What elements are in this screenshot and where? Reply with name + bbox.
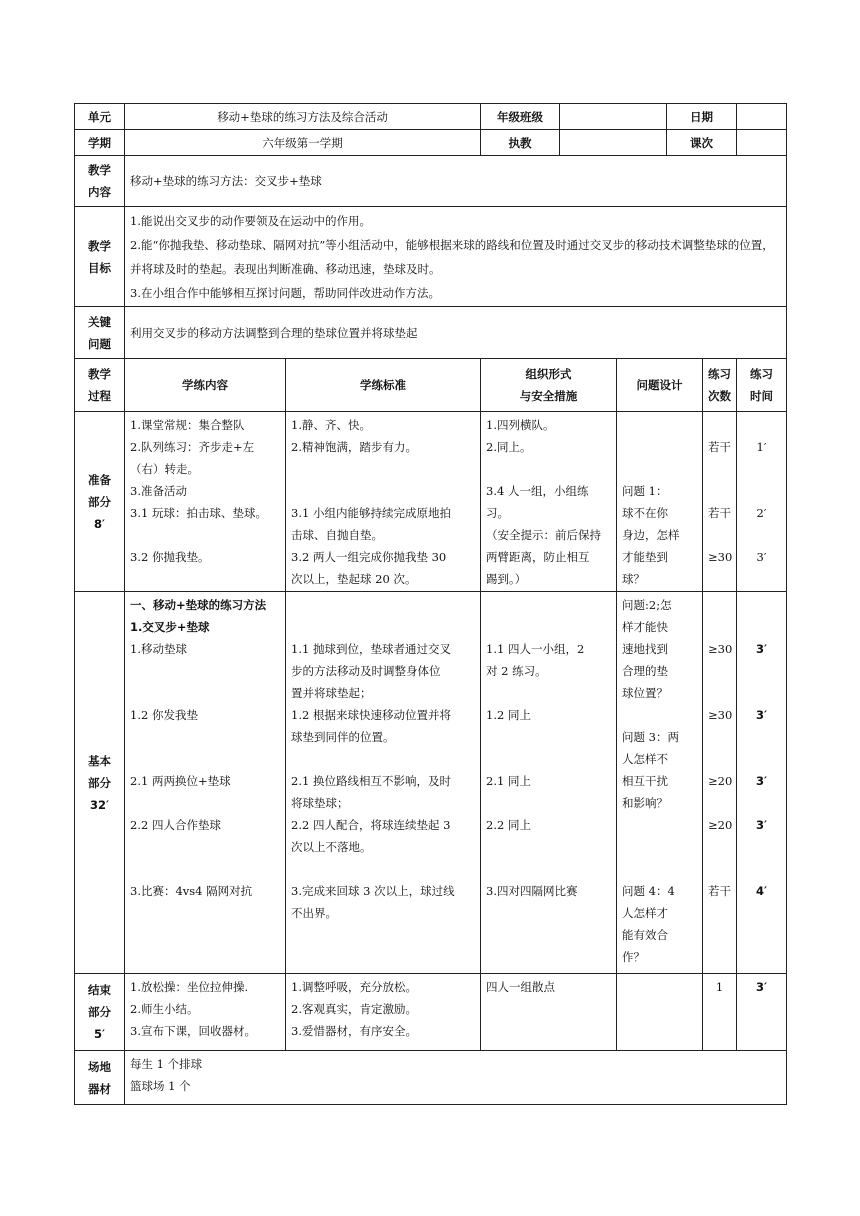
prep-org	[481, 412, 617, 592]
cell-line: 2.2 同上	[486, 818, 531, 832]
cell-line: 一、移动+垫球的练习方法	[130, 598, 267, 612]
cell-line: 若干	[708, 506, 732, 520]
end-content	[125, 974, 286, 1051]
cell-line: 3.爱惜器材，有序安全。	[291, 1024, 417, 1038]
cell-line	[622, 836, 697, 858]
prep-time	[737, 412, 787, 592]
cell-line	[742, 524, 781, 546]
cell-line: 将球垫球；	[291, 796, 349, 810]
cell-line: ≥20	[708, 774, 733, 788]
cell-line	[742, 660, 781, 682]
cell-line	[130, 858, 280, 880]
content-label: 教学内容	[75, 156, 125, 207]
row-equipment	[75, 1051, 787, 1105]
cell-line	[130, 792, 280, 814]
cell-line: 1.课堂常规：集合整队	[130, 418, 245, 432]
cell-line	[708, 858, 731, 880]
cell-line	[622, 458, 697, 480]
cell-line	[708, 792, 731, 814]
date-value[interactable]	[737, 104, 787, 130]
cell-line: 每生 1 个排球	[130, 1057, 203, 1071]
cell-line: 问题 1：	[622, 484, 668, 498]
cell-line: 置并将球垫起；	[291, 686, 372, 700]
cell-line: 人怎样不	[622, 752, 669, 766]
cell-line	[130, 748, 280, 770]
unit-label: 单元	[75, 104, 125, 130]
cell-line: 样才能快	[622, 620, 669, 634]
cell-line: 1.调整呼吸，充分放松。	[291, 980, 417, 994]
cell-line: 问题:2;怎	[622, 598, 672, 612]
cell-line	[622, 436, 697, 458]
lesson-value[interactable]	[737, 130, 787, 156]
process-label: 教学过程	[75, 359, 125, 412]
key-label: 关键问题	[75, 307, 125, 359]
goal-item: 3.在小组合作中能够相互探讨问题，帮助同伴改进动作方法。	[130, 285, 440, 300]
cell-line: 合理的垫	[622, 664, 669, 678]
cell-line: 1.交叉步+垫球	[130, 620, 210, 634]
grade-label: 年级班级	[481, 104, 560, 130]
cell-line: 若干	[708, 440, 732, 454]
cell-line: 2.1 同上	[486, 774, 531, 788]
cell-line: 3′	[755, 708, 768, 722]
cell-line: 3′	[756, 550, 767, 564]
cell-line	[486, 726, 611, 748]
cell-line: 2.1 换位路线相互不影响，及时	[291, 774, 451, 788]
col-time-header: 练习 时间	[737, 359, 787, 412]
equipment-list	[125, 1051, 787, 1105]
cell-line: 3.1 玩球：拍击球、垫球。	[130, 506, 267, 520]
prep-question	[617, 412, 703, 592]
cell-line: 3′	[755, 818, 768, 832]
basic-content	[125, 592, 286, 974]
cell-line	[708, 836, 731, 858]
cell-line: 步的方法移动及时调整身体位	[291, 664, 441, 678]
cell-line: 3.1 小组内能够持续完成原地拍	[291, 506, 451, 520]
cell-line	[130, 726, 280, 748]
cell-line: （安全提示：前后保持	[486, 528, 602, 542]
cell-line: 球？	[622, 572, 646, 586]
col-content-header: 学练内容	[125, 359, 286, 412]
cell-line	[708, 414, 731, 436]
cell-line: 身边，怎样	[622, 528, 680, 542]
cell-line: 3.2 你抛我垫。	[130, 550, 210, 564]
cell-line: 和影响？	[622, 796, 669, 810]
cell-line	[291, 748, 475, 770]
cell-line	[708, 660, 731, 682]
cell-line	[291, 858, 475, 880]
cell-line: 对 2 练习。	[486, 664, 547, 678]
cell-line: 球位置？	[622, 686, 669, 700]
row-key-question	[75, 307, 787, 359]
row-unit	[75, 104, 787, 130]
end-standard	[286, 974, 481, 1051]
cell-line: 1.1 抛球到位，垫球者通过交叉	[291, 642, 451, 656]
cell-line	[742, 480, 781, 502]
cell-line	[486, 616, 611, 638]
row-term	[75, 130, 787, 156]
cell-line: 3.四对四隔网比赛	[486, 884, 578, 898]
equipment-label: 场地器材	[75, 1051, 125, 1105]
cell-line: 问题 4：4	[622, 884, 675, 898]
cell-line	[708, 726, 731, 748]
cell-line	[708, 480, 731, 502]
end-label: 结束 部分 5′	[75, 974, 125, 1051]
cell-line: 人怎样才	[622, 906, 669, 920]
cell-line	[622, 414, 697, 436]
cell-line: 3.完成来回球 3 次以上，球过线	[291, 884, 455, 898]
cell-line: 1.移动垫球	[130, 642, 187, 656]
cell-line: 速地找到	[622, 642, 669, 656]
cell-line: 1.静、齐、快。	[291, 418, 371, 432]
cell-line	[708, 616, 731, 638]
col-org-header: 组织形式 与安全措施	[481, 359, 617, 412]
cell-line	[130, 660, 280, 682]
basic-org	[481, 592, 617, 974]
cell-line: 能有效合	[622, 928, 669, 942]
prep-content	[125, 412, 286, 592]
cell-line: 1.放松操：坐位拉伸操.	[130, 980, 249, 994]
cell-line	[708, 594, 731, 616]
end-count: 1	[703, 974, 737, 1051]
cell-line: 2′	[756, 506, 767, 520]
lesson-plan-table	[74, 103, 787, 1105]
cell-line: ≥30	[708, 708, 733, 722]
cell-line: 不出界。	[291, 906, 337, 920]
teacher-label: 执教	[481, 130, 560, 156]
cell-line	[742, 458, 781, 480]
col-question-header: 问题设计	[617, 359, 703, 412]
cell-line: 3.2 两人一组完成你抛我垫 30	[291, 550, 447, 564]
term-label: 学期	[75, 130, 125, 156]
col-standard-header: 学练标准	[286, 359, 481, 412]
teacher-value[interactable]	[560, 130, 667, 156]
cell-line	[742, 748, 781, 770]
term-value: 六年级第一学期	[125, 130, 481, 156]
cell-line: ≥30	[708, 642, 733, 656]
row-basic	[75, 592, 787, 974]
cell-line: 4′	[755, 884, 768, 898]
cell-line: 踢到。）	[486, 572, 527, 586]
cell-line: 次以上不落地。	[291, 840, 372, 854]
cell-line	[742, 414, 781, 436]
cell-line: 2.师生小结。	[130, 1002, 199, 1016]
cell-line	[622, 814, 697, 836]
cell-line	[486, 792, 611, 814]
row-end	[75, 974, 787, 1051]
row-goals	[75, 207, 787, 307]
grade-value[interactable]	[560, 104, 667, 130]
cell-line: 若干	[708, 884, 732, 898]
cell-line	[742, 616, 781, 638]
cell-line	[622, 858, 697, 880]
cell-line	[291, 458, 475, 480]
cell-line	[708, 682, 731, 704]
cell-line	[486, 682, 611, 704]
cell-line: 3.准备活动	[130, 484, 187, 498]
cell-line: 1.四列横队。	[486, 418, 555, 432]
cell-line	[291, 594, 475, 616]
row-prep	[75, 412, 787, 592]
cell-line: 2.2 四人合作垫球	[130, 818, 221, 832]
key-text: 利用交叉步的移动方法调整到合理的垫球位置并将球垫起	[125, 307, 787, 359]
cell-line: 次以上，垫起球 20 次。	[291, 572, 417, 586]
cell-line: 球垫到同伴的位置。	[291, 730, 395, 744]
cell-line	[708, 524, 731, 546]
cell-line	[130, 682, 280, 704]
cell-line	[486, 594, 611, 616]
cell-line: 3.4 人一组，小组练	[486, 484, 589, 498]
basic-time	[737, 592, 787, 974]
end-org: 四人一组散点	[481, 974, 617, 1051]
goal-item: 1.能说出交叉步的动作要领及在运动中的作用。	[130, 213, 371, 228]
cell-line	[486, 858, 611, 880]
basic-count	[703, 592, 737, 974]
cell-line: 问题 3：两	[622, 730, 679, 744]
goal-item: 2.能“你抛我垫、移动垫球、隔网对抗”等小组活动中，能够根据来球的路线和位置及时通过交叉步的移动技术调整垫球的位置，并将球及时的垫起。表现出判断准确、移动迅速，垫球及时。	[130, 237, 774, 276]
cell-line: 1.2 你发我垫	[130, 708, 198, 722]
goals-label: 教学目标	[75, 207, 125, 307]
cell-line	[130, 836, 280, 858]
row-process-header	[75, 359, 787, 412]
cell-line	[708, 748, 731, 770]
prep-label: 准备 部分 8′	[75, 412, 125, 592]
cell-line: 击球、自抛自垫。	[291, 528, 383, 542]
goals-list	[125, 207, 787, 307]
cell-line	[742, 858, 781, 880]
end-question	[617, 974, 703, 1051]
basic-label: 基本 部分 32′	[75, 592, 125, 974]
cell-line	[291, 480, 475, 502]
cell-line	[130, 524, 280, 546]
cell-line	[486, 458, 611, 480]
cell-line: 2.客观真实，肯定激励。	[291, 1002, 417, 1016]
cell-line	[486, 748, 611, 770]
prep-count	[703, 412, 737, 592]
cell-line: 相互干扰	[622, 774, 669, 788]
prep-standard	[286, 412, 481, 592]
cell-line: 1.1 四人一小组，2	[486, 642, 585, 656]
cell-line	[742, 836, 781, 858]
cell-line: 1′	[756, 440, 767, 454]
cell-line	[622, 704, 697, 726]
row-content	[75, 156, 787, 207]
cell-line: 两臂距离，防止相互	[486, 550, 590, 564]
basic-standard	[286, 592, 481, 974]
cell-line	[742, 594, 781, 616]
cell-line: 1.2 根据来球快速移动位置并将	[291, 708, 451, 722]
cell-line: 3′	[755, 642, 768, 656]
col-count-header: 练习 次数	[703, 359, 737, 412]
cell-line: 作？	[622, 950, 646, 964]
cell-line: 1.2 同上	[486, 708, 531, 722]
cell-line: 习。	[486, 506, 510, 520]
unit-value: 移动+垫球的练习方法及综合活动	[125, 104, 481, 130]
cell-line	[291, 616, 475, 638]
cell-line: 2.队列练习：齐步走+左	[130, 440, 255, 454]
cell-line: 2.同上。	[486, 440, 532, 454]
cell-line: 2.1 两两换位+垫球	[130, 774, 231, 788]
cell-line: 篮球场 1 个	[130, 1079, 191, 1093]
cell-line: 3.比赛：4vs4 隔网对抗	[130, 884, 253, 898]
content-text: 移动+垫球的练习方法：交叉步+垫球	[125, 156, 787, 207]
cell-line	[486, 836, 611, 858]
cell-line: 球不在你	[622, 506, 669, 520]
cell-line	[742, 726, 781, 748]
cell-line	[708, 458, 731, 480]
cell-line: 才能垫到	[622, 550, 669, 564]
cell-line: ≥30	[708, 550, 733, 564]
cell-line	[742, 792, 781, 814]
cell-line: （右）转走。	[130, 462, 199, 476]
cell-line	[742, 682, 781, 704]
basic-question	[617, 592, 703, 974]
end-time: 3′	[737, 974, 787, 1051]
cell-line: 3.宣布下课，回收器材。	[130, 1024, 256, 1038]
lesson-label: 课次	[667, 130, 737, 156]
cell-line: 3′	[755, 774, 768, 788]
date-label: 日期	[667, 104, 737, 130]
cell-line: ≥20	[708, 818, 733, 832]
cell-line: 2.精神饱满，踏步有力。	[291, 440, 417, 454]
cell-line: 2.2 四人配合，将球连续垫起 3	[291, 818, 451, 832]
